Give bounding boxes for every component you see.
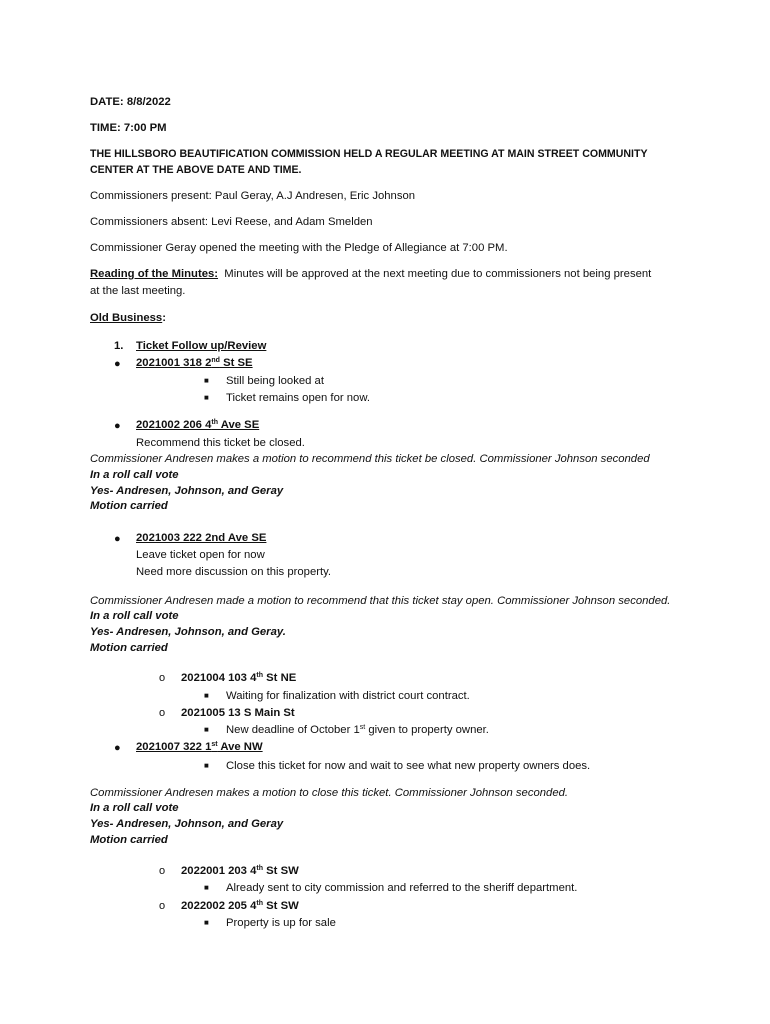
- motion-2-text: Commissioner Andresen made a motion to recommend that this ticket stay open. Commissioner Johnson seconded.: [90, 595, 671, 607]
- bullet-circle-icon: o: [159, 900, 166, 912]
- bullet-square-icon: ■: [204, 376, 209, 385]
- ticket-2021001: 2021001 318 2nd St SE: [136, 357, 253, 369]
- motion-2-result: Motion carried: [90, 642, 168, 654]
- motion-1-result: Motion carried: [90, 500, 168, 512]
- ticket-2021003-note-2: Need more discussion on this property.: [136, 566, 332, 578]
- ticket-2021003-note-1: Leave ticket open for now: [136, 549, 265, 561]
- bullet-disc-icon: ●: [114, 358, 121, 370]
- ticket-2022001-note: Already sent to city commission and referred to the sheriff department.: [226, 882, 578, 894]
- motion-1-roll-call: In a roll call vote: [90, 469, 179, 481]
- ticket-2021005-note: New deadline of October 1st given to property owner.: [226, 724, 489, 736]
- bullet-square-icon: ■: [204, 393, 209, 402]
- title-line-1: THE HILLSBORO BEAUTIFICATION COMMISSION HELD A REGULAR MEETING AT MAIN STREET COMMUNITY: [90, 148, 648, 160]
- old-business-label: Old Business: [90, 312, 163, 324]
- bullet-square-icon: ■: [204, 761, 209, 770]
- ticket-2021007: 2021007 322 1st Ave NW: [136, 741, 263, 753]
- commissioners-absent: Commissioners absent: Levi Reese, and Adam Smelden: [90, 216, 373, 228]
- bullet-square-icon: ■: [204, 883, 209, 892]
- bullet-disc-icon: ●: [114, 742, 121, 754]
- minutes-heading: Reading of the Minutes:: [90, 268, 219, 280]
- motion-3-text: Commissioner Andresen makes a motion to close this ticket. Commissioner Johnson seconded.: [90, 787, 569, 799]
- commissioners-present: Commissioners present: Paul Geray, A.J Andresen, Eric Johnson: [90, 190, 416, 202]
- ticket-2021004-note: Waiting for finalization with district court contract.: [226, 690, 470, 702]
- ticket-2021004: 2021004 103 4th St NE: [181, 672, 297, 684]
- motion-1-text: Commissioner Andresen makes a motion to recommend this ticket be closed. Commissioner Johnson seconded: [90, 453, 650, 465]
- motion-3-roll-call: In a roll call vote: [90, 802, 179, 814]
- ticket-2021007-note: Close this ticket for now and wait to see what new property owners does.: [226, 760, 591, 772]
- meeting-time: TIME: 7:00 PM: [90, 122, 167, 134]
- ticket-2022002: 2022002 205 4th St SW: [181, 900, 299, 912]
- bullet-square-icon: ■: [204, 725, 209, 734]
- bullet-circle-icon: o: [159, 672, 166, 684]
- bullet-circle-icon: o: [159, 865, 166, 877]
- bullet-disc-icon: ●: [114, 533, 121, 545]
- meeting-date: DATE: 8/8/2022: [90, 96, 171, 108]
- motion-3-result: Motion carried: [90, 834, 168, 846]
- minutes-text: Minutes will be approved at the next meeting due to commissioners not being present: [218, 268, 652, 280]
- motion-1-votes: Yes- Andresen, Johnson, and Geray: [90, 485, 284, 497]
- minutes-paragraph-line-1: [90, 267, 651, 281]
- ticket-2021001-note-2: Ticket remains open for now.: [226, 392, 370, 404]
- opening-statement: Commissioner Geray opened the meeting with the Pledge of Allegiance at 7:00 PM.: [90, 242, 508, 254]
- ticket-2021002: 2021002 206 4th Ave SE: [136, 419, 260, 431]
- motion-3-votes: Yes- Andresen, Johnson, and Geray: [90, 818, 284, 830]
- motion-2-votes: Yes- Andresen, Johnson, and Geray.: [90, 626, 286, 638]
- ticket-2022002-note: Property is up for sale: [226, 917, 336, 929]
- minutes-paragraph-line-2: at the last meeting.: [90, 285, 186, 297]
- bullet-square-icon: ■: [204, 918, 209, 927]
- old-business-heading: [90, 311, 166, 325]
- bullet-square-icon: ■: [204, 691, 209, 700]
- bullet-circle-icon: o: [159, 707, 166, 719]
- item-number: 1.: [114, 340, 124, 352]
- title-line-2: CENTER AT THE ABOVE DATE AND TIME.: [90, 164, 302, 176]
- ticket-2021005: 2021005 13 S Main St: [181, 707, 295, 719]
- bullet-disc-icon: ●: [114, 420, 121, 432]
- ticket-2021002-note: Recommend this ticket be closed.: [136, 437, 305, 449]
- ticket-2021003: 2021003 222 2nd Ave SE: [136, 532, 267, 544]
- motion-2-roll-call: In a roll call vote: [90, 610, 179, 622]
- ticket-2021001-note-1: Still being looked at: [226, 375, 324, 387]
- item-ticket-follow-up: Ticket Follow up/Review: [136, 340, 267, 352]
- old-business-colon: :: [162, 312, 166, 324]
- ticket-2022001: 2022001 203 4th St SW: [181, 865, 299, 877]
